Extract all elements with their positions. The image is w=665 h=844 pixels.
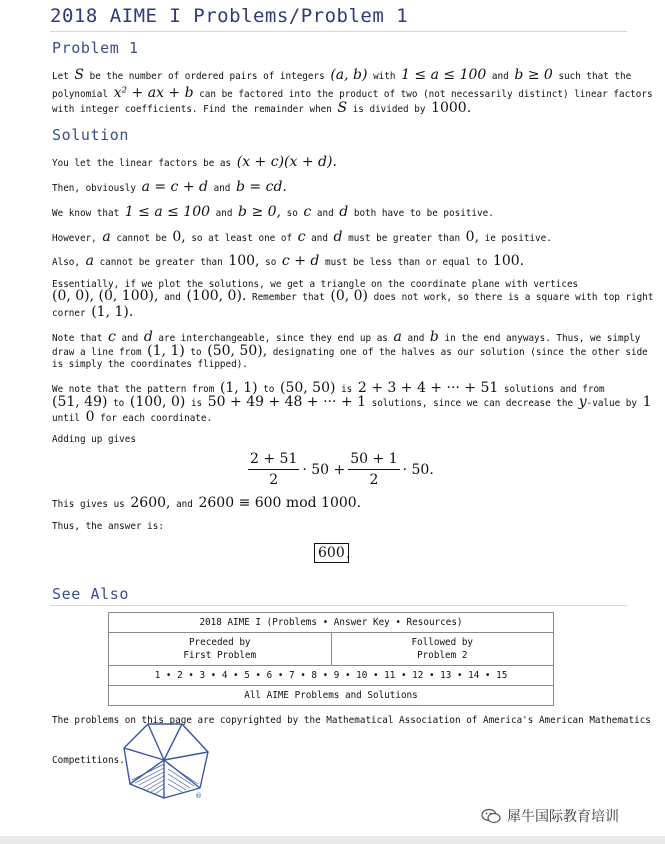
solution-line: However, a cannot be 0, so at least one of c and d must be greater than 0, ie positive. (52, 229, 552, 245)
solution-heading: Solution (52, 126, 130, 144)
problem-line-1: Let S be the number of ordered pairs of integers (a, b) with 1 ≤ a ≤ 100 and b ≥ 0 such that the (52, 67, 632, 83)
solution-line: Essentially, if we plot the solutions, we get a triangle on the coordinate plane with vertices (52, 279, 579, 290)
solution-line: until 0 for each coordinate. (52, 409, 213, 425)
solution-line: Thus, the answer is: (52, 521, 164, 532)
problem-line-3: with integer coefficients. Find the remainder when S is divided by 1000. (52, 100, 472, 116)
preceded-link[interactable]: First Problem (183, 650, 257, 661)
solution-line: We know that 1 ≤ a ≤ 100 and b ≥ 0, so c and d both have to be positive. (52, 204, 494, 220)
solution-line: Also, a cannot be greater than 100, so c + d must be less than or equal to 100. (52, 253, 525, 269)
preceded-label: Preceded by (188, 637, 251, 648)
display-equation: $\frac{2 + 51}{2}$ · 50 + $\frac{50 + 1}{2}$ · 50. (250, 451, 434, 488)
solution-line: Adding up gives (52, 434, 136, 445)
solution-line: corner (1, 1). (52, 304, 134, 320)
copyright-line-1: The problems on this page are copyrighted by the Mathematical Association of America's American Mathematics (52, 715, 651, 726)
followed-label: Followed by (411, 637, 474, 648)
wechat-icon (481, 808, 501, 824)
problem-number-links[interactable]: 1 • 2 • 3 • 4 • 5 • 6 • 7 • 8 • 9 • 10 • 11 • 12 • 13 • 14 • 15 (109, 666, 554, 686)
fraction: $\frac{50 + 1}{2}$ (350, 451, 398, 488)
solution-line: (51, 49) to (100, 0) is 50 + 49 + 48 + ··· + 1 solutions, since we can decrease the y-value by 1 (52, 394, 652, 410)
see-also-heading: See Also (52, 585, 130, 603)
followed-by-cell[interactable] (331, 633, 554, 666)
solution-line: Then, obviously a = c + d and b = cd. (52, 179, 287, 195)
solution-line: You let the linear factors be as (x + c)(x + d). (52, 154, 337, 170)
nav-box-title[interactable]: 2018 AIME I (Problems • Answer Key • Resources) (109, 613, 554, 633)
svg-text:®: ® (195, 792, 202, 800)
solution-line: We note that the pattern from (1, 1) to (50, 50) is 2 + 3 + 4 + ··· + 51 solutions and from (52, 380, 605, 396)
navigation-box (108, 612, 554, 706)
answer-period: . (346, 546, 351, 562)
solution-line: is simply the coordinates flipped). (52, 359, 248, 370)
fraction: $\frac{2 + 51}{2}$ (250, 451, 298, 488)
followed-link[interactable]: Problem 2 (417, 650, 468, 661)
watermark-text: 犀牛国际教育培训 (507, 809, 619, 825)
solution-line: This gives us 2600, and 2600 ≡ 600 mod 1000. (52, 495, 362, 511)
title-divider (50, 31, 627, 32)
copyright-line-2: Competitions. (52, 755, 125, 766)
solution-line: Note that c and d are interchangeable, since they end up as a and b in the end anyways. Thus, we simply (52, 329, 641, 345)
all-problems-link[interactable]: All AIME Problems and Solutions (109, 686, 554, 706)
see-also-divider (50, 605, 627, 606)
solution-line: draw a line from (1, 1) to (50, 50), designating one of the halves as our solution (since the other side (52, 343, 648, 359)
watermark (481, 806, 619, 826)
solution-line: (0, 0), (0, 100), and (100, 0). Remember that (0, 0) does not work, so there is a square with top right (52, 288, 654, 304)
problem-heading: Problem 1 (52, 39, 139, 57)
preceded-by-cell[interactable] (109, 633, 332, 666)
answer-box: 600 (314, 543, 349, 563)
maa-amc-logo-icon (120, 722, 212, 800)
problem-line-2: polynomial x² + ax + b can be factored into the product of two (not necessarily distinct) linear factors (52, 85, 653, 101)
bottom-bar (0, 836, 665, 844)
page-title: 2018 AIME I Problems/Problem 1 (50, 5, 409, 27)
